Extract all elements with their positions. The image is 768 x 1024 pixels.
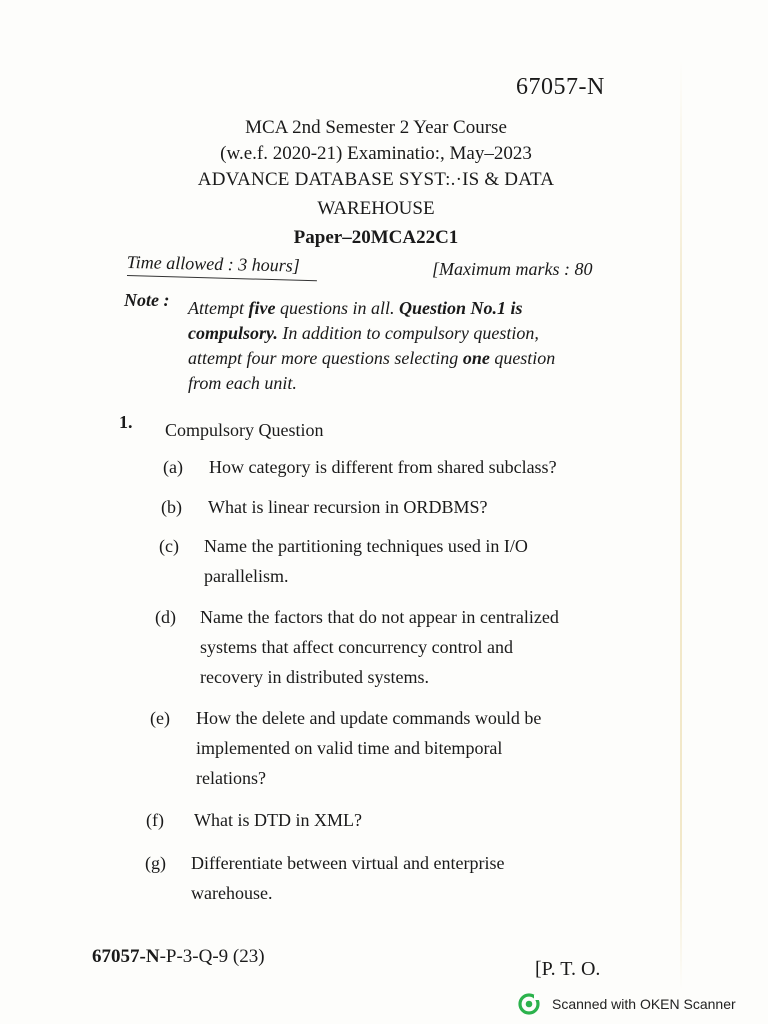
part-label: (f) bbox=[146, 810, 164, 830]
course-title: MCA 2nd Semester 2 Year Course bbox=[245, 117, 507, 138]
part-label: (a) bbox=[163, 457, 183, 477]
note-text: questions in all. bbox=[275, 298, 399, 318]
note-label: Note : bbox=[124, 290, 170, 310]
part-label: (c) bbox=[159, 536, 179, 556]
note-line-1 bbox=[188, 296, 628, 321]
note-line-2 bbox=[188, 321, 628, 346]
time-allowed: Time allowed : 3 hours] bbox=[126, 252, 300, 276]
part-text-line: systems that affect concurrency control and bbox=[200, 637, 514, 657]
part-label: (e) bbox=[150, 708, 170, 728]
part-text bbox=[196, 703, 541, 793]
maximum-marks: [Maximum marks : 80 bbox=[432, 259, 593, 279]
note-text: attempt four more questions selecting bbox=[188, 348, 463, 368]
part-text-line: warehouse. bbox=[191, 883, 273, 903]
note-text: Attempt bbox=[188, 298, 249, 318]
scanner-watermark bbox=[518, 992, 736, 1016]
part-text-line: Name the partitioning techniques used in I/O bbox=[204, 536, 528, 556]
note-emphasis: five bbox=[248, 298, 276, 318]
part-label: (g) bbox=[145, 853, 166, 873]
watermark-text: Scanned with OKEN Scanner bbox=[552, 996, 736, 1012]
please-turn-over: [P. T. O. bbox=[535, 958, 601, 980]
footer-code-suffix: -P-3-Q-9 (23) bbox=[159, 946, 265, 967]
question-title: Compulsory Question bbox=[165, 420, 324, 440]
part-text bbox=[194, 805, 362, 835]
note-emphasis: compulsory. bbox=[188, 323, 278, 343]
part-text bbox=[208, 492, 487, 522]
part-text-line: recovery in distributed systems. bbox=[200, 667, 429, 687]
part-text-line: What is linear recursion in ORDBMS? bbox=[208, 497, 488, 517]
note-emphasis: one bbox=[462, 348, 490, 368]
part-text-line: parallelism. bbox=[204, 566, 289, 586]
question-number: 1. bbox=[119, 412, 133, 432]
note-instructions bbox=[188, 296, 628, 396]
part-text-line: Name the factors that do not appear in centralized bbox=[200, 607, 559, 627]
part-label: (d) bbox=[155, 607, 176, 627]
footer-code-main: 67057-N bbox=[92, 946, 160, 967]
note-text: question bbox=[489, 348, 556, 368]
part-text bbox=[191, 848, 505, 908]
note-text: In addition to compulsory question, bbox=[277, 323, 539, 343]
part-text-line: relations? bbox=[196, 768, 266, 788]
part-text-line: How category is different from shared subclass? bbox=[209, 457, 557, 477]
note-emphasis: Question No.1 is bbox=[399, 298, 523, 318]
note-line-4: from each unit. bbox=[188, 373, 297, 393]
part-text bbox=[209, 452, 557, 482]
part-text-line: Differentiate between virtual and enterprise bbox=[191, 853, 505, 873]
part-text bbox=[204, 531, 528, 591]
oken-scanner-logo-icon bbox=[518, 993, 540, 1015]
exam-session: (w.e.f. 2020-21) Examinatio:, May–2023 bbox=[220, 143, 532, 164]
part-label: (b) bbox=[161, 497, 182, 517]
subject-title-line-2: WAREHOUSE bbox=[317, 198, 435, 219]
subject-title-line-1: ADVANCE DATABASE SYST:.·IS & DATA bbox=[197, 169, 555, 190]
note-line-3 bbox=[188, 346, 628, 371]
document-code: 67057-N bbox=[516, 74, 605, 100]
part-text-line: implemented on valid time and bitemporal bbox=[196, 738, 503, 758]
part-text-line: How the delete and update commands would be bbox=[196, 708, 542, 728]
part-text bbox=[200, 602, 559, 692]
part-text-line: What is DTD in XML? bbox=[194, 810, 362, 830]
paper-code: Paper–20MCA22C1 bbox=[293, 227, 459, 248]
footer-paper-code bbox=[92, 946, 265, 968]
